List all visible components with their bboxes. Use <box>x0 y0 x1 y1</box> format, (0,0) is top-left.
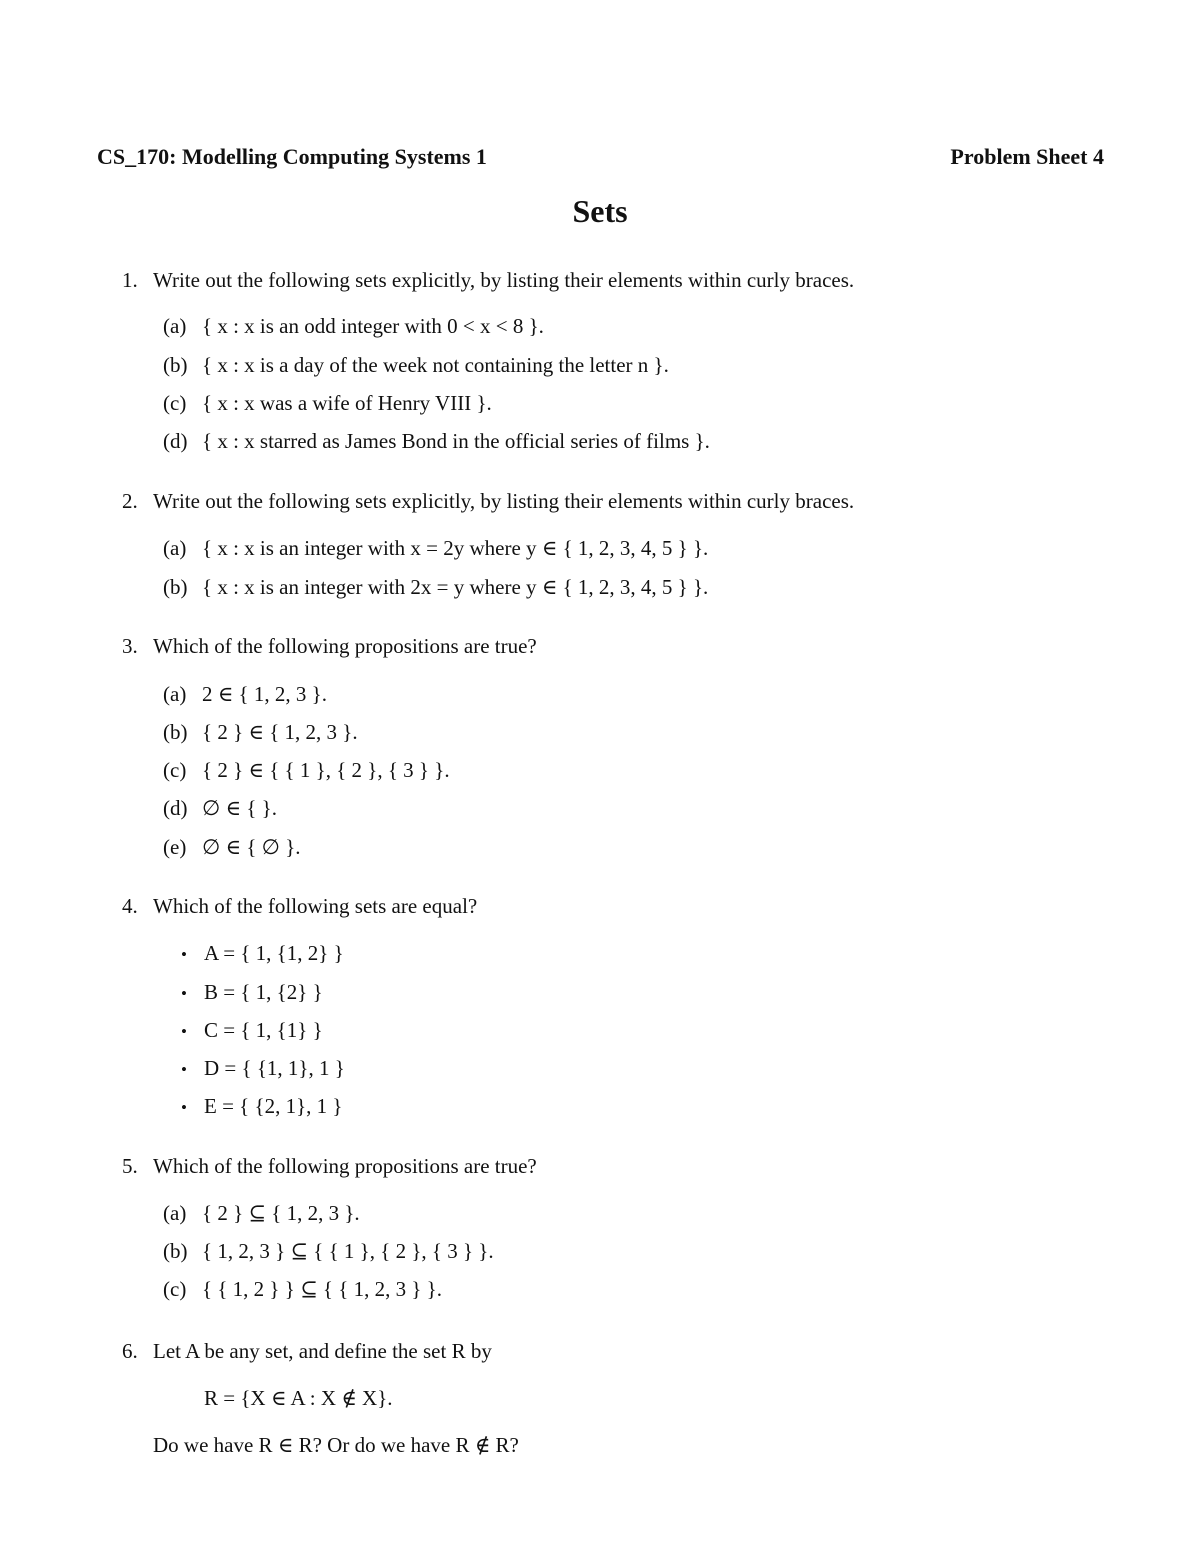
question-3c-text: { 2 } ∈ { { 1 }, { 2 }, { 3 } }. <box>202 758 450 782</box>
question-1a-label: (a) <box>163 314 187 338</box>
question-2a-text: { x : x is an integer with x = 2y where y ∈ { 1, 2, 3, 4, 5 } }. <box>202 536 709 560</box>
question-3b-label: (b) <box>163 720 188 744</box>
question-3d-text: ∅ ∈ { }. <box>202 796 277 820</box>
header-course: CS_170: Modelling Computing Systems 1 <box>97 144 487 169</box>
question-1b-text: { x : x is a day of the week not containing the letter n }. <box>202 353 669 377</box>
question-5b-text: { 1, 2, 3 } ⊆ { { 1 }, { 2 }, { 3 } }. <box>202 1239 494 1263</box>
question-5c-text: { { 1, 2 } } ⊆ { { 1, 2, 3 } }. <box>202 1277 442 1301</box>
set-b-definition: B = { 1, {2} } <box>204 980 323 1004</box>
question-1c-text: { x : x was a wife of Henry VIII }. <box>202 391 492 415</box>
question-3e-text: ∅ ∈ { ∅ }. <box>202 835 301 859</box>
question-2b-text: { x : x is an integer with 2x = y where y ∈ { 1, 2, 3, 4, 5 } }. <box>202 575 709 599</box>
set-d-definition: D = { {1, 1}, 1 } <box>204 1056 345 1080</box>
header-sheet-number: Problem Sheet 4 <box>950 144 1104 169</box>
set-e-definition: E = { {2, 1}, 1 } <box>204 1094 343 1118</box>
question-5b-label: (b) <box>163 1239 188 1263</box>
page-title: Sets <box>572 193 628 229</box>
bullet-marker: • <box>181 1022 187 1041</box>
question-3a-label: (a) <box>163 682 187 706</box>
set-a-definition: A = { 1, {1, 2} } <box>204 941 344 965</box>
question-2-text: Write out the following sets explicitly, by listing their elements within curly braces. <box>153 489 855 513</box>
question-1-number: 1. <box>122 268 138 292</box>
question-2a-label: (a) <box>163 536 187 560</box>
bullet-marker: • <box>181 945 187 964</box>
question-3-text: Which of the following propositions are true? <box>153 634 537 658</box>
bullet-marker: • <box>181 1060 187 1079</box>
question-4-text: Which of the following sets are equal? <box>153 894 478 918</box>
question-1-text: Write out the following sets explicitly, by listing their elements within curly braces. <box>153 268 855 292</box>
question-3-number: 3. <box>122 634 138 658</box>
set-r-definition: R = {X ∈ A : X ∉ X}. <box>204 1386 393 1410</box>
question-6-text: Let A be any set, and define the set R by <box>153 1339 492 1363</box>
question-5-number: 5. <box>122 1154 138 1178</box>
question-5a-text: { 2 } ⊆ { 1, 2, 3 }. <box>202 1201 360 1225</box>
bullet-marker: • <box>181 984 187 1003</box>
question-5-text: Which of the following propositions are true? <box>153 1154 537 1178</box>
question-6-number: 6. <box>122 1339 138 1363</box>
question-2b-label: (b) <box>163 575 188 599</box>
question-3d-label: (d) <box>163 796 188 820</box>
set-c-definition: C = { 1, {1} } <box>204 1018 323 1042</box>
question-3c-label: (c) <box>163 758 187 782</box>
question-1d-text: { x : x starred as James Bond in the official series of films }. <box>202 429 710 453</box>
question-4-number: 4. <box>122 894 138 918</box>
question-1d-label: (d) <box>163 429 188 453</box>
question-1a-text: { x : x is an odd integer with 0 < x < 8 }. <box>202 314 544 338</box>
question-5c-label: (c) <box>163 1277 187 1301</box>
question-6-followup: Do we have R ∈ R? Or do we have R ∉ R? <box>153 1433 519 1457</box>
bullet-marker: • <box>181 1098 187 1117</box>
question-3e-label: (e) <box>163 835 187 859</box>
question-5a-label: (a) <box>163 1201 187 1225</box>
question-3b-text: { 2 } ∈ { 1, 2, 3 }. <box>202 720 358 744</box>
question-1b-label: (b) <box>163 353 188 377</box>
question-2-number: 2. <box>122 489 138 513</box>
question-1c-label: (c) <box>163 391 187 415</box>
question-3a-text: 2 ∈ { 1, 2, 3 }. <box>202 682 327 706</box>
